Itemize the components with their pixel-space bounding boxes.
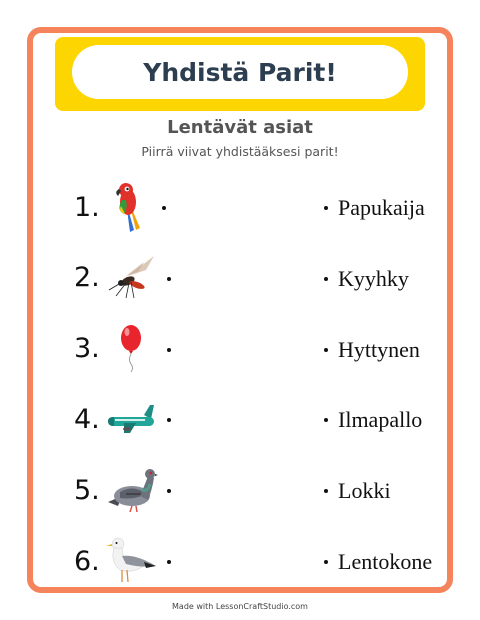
item-number-2: 2. bbox=[74, 262, 100, 293]
match-word-3: Hyttynen bbox=[338, 337, 420, 362]
balloon-icon bbox=[104, 320, 158, 374]
right-dot-2[interactable] bbox=[324, 277, 328, 281]
mosquito-icon bbox=[104, 252, 158, 306]
match-word-4: Ilmapallo bbox=[338, 407, 423, 432]
right-dot-4[interactable] bbox=[324, 418, 328, 422]
seagull-icon bbox=[104, 532, 158, 586]
parrot-icon bbox=[104, 180, 158, 234]
item-number-1: 1. bbox=[74, 192, 100, 223]
match-word-2: Kyyhky bbox=[338, 266, 409, 291]
item-number-6: 6. bbox=[74, 546, 100, 577]
left-dot-3[interactable] bbox=[167, 348, 171, 352]
page-title: Yhdistä Parit! bbox=[143, 57, 337, 87]
page-subtitle: Lentävät asiat bbox=[167, 117, 313, 138]
title-pill bbox=[72, 45, 408, 99]
item-number-5: 5. bbox=[74, 475, 100, 506]
airplane-icon bbox=[104, 393, 158, 447]
left-dot-4[interactable] bbox=[167, 418, 171, 422]
left-dot-5[interactable] bbox=[167, 489, 171, 493]
worksheet-frame bbox=[27, 27, 453, 593]
match-word-5: Lokki bbox=[338, 478, 391, 503]
left-dot-6[interactable] bbox=[167, 560, 171, 564]
match-word-1: Papukaija bbox=[338, 195, 425, 220]
footer-credit: Made with LessonCraftStudio.com bbox=[172, 602, 308, 611]
right-dot-1[interactable] bbox=[324, 206, 328, 210]
left-dot-2[interactable] bbox=[167, 277, 171, 281]
match-word-6: Lentokone bbox=[338, 549, 433, 574]
instructions-text: Piirrä viivat yhdistääksesi parit! bbox=[141, 144, 339, 159]
left-dot-1[interactable] bbox=[162, 206, 166, 210]
item-number-4: 4. bbox=[74, 404, 100, 435]
right-dot-3[interactable] bbox=[324, 348, 328, 352]
item-number-3: 3. bbox=[74, 333, 100, 364]
right-dot-5[interactable] bbox=[324, 489, 328, 493]
right-dot-6[interactable] bbox=[324, 560, 328, 564]
pigeon-icon bbox=[104, 462, 158, 516]
